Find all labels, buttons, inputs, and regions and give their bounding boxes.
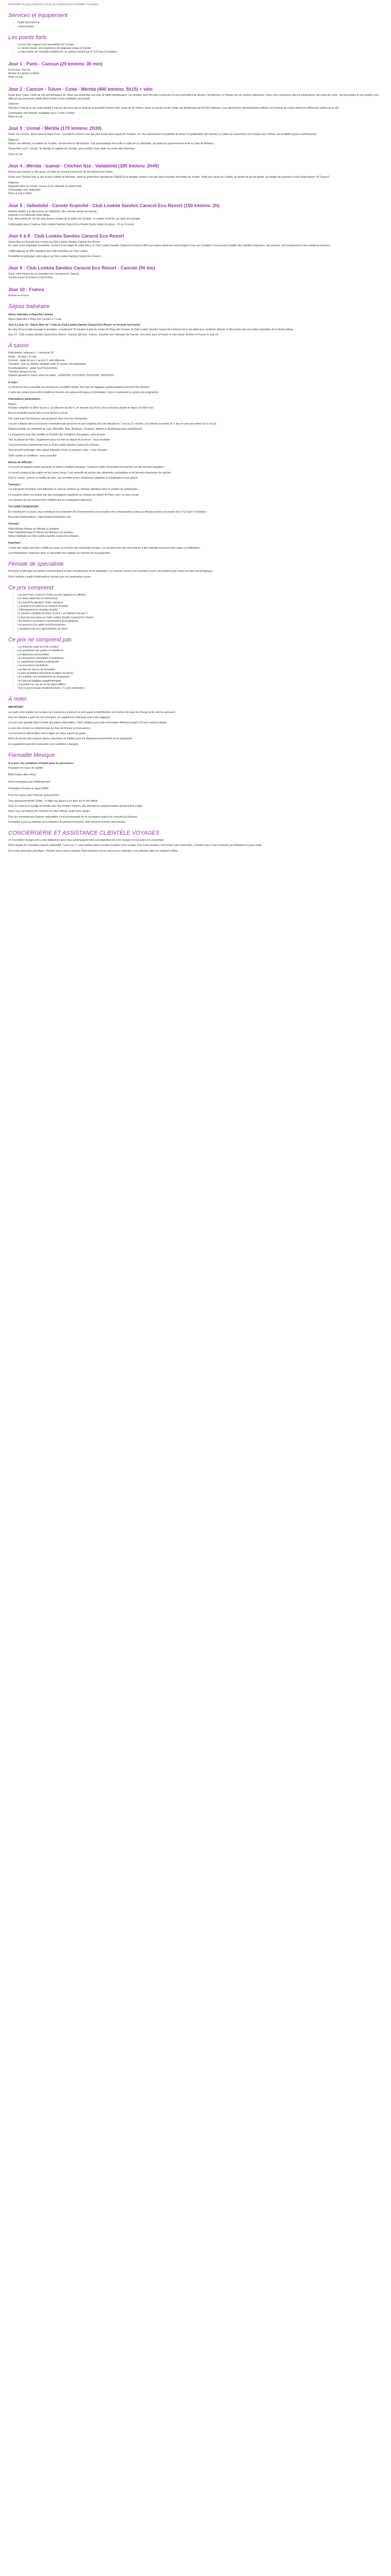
notes-title: À noter : bbox=[8, 381, 19, 384]
infos-text: Une carte pour les boissons sera proposée dans tous les restaurants. bbox=[8, 417, 88, 420]
transport-text: Le transport aérien est assuré par des compagnies régulières ou charters au départ de Paris, avec ou sans escale. bbox=[8, 493, 140, 497]
anote-text: Les tarifs sont calculés sur la base de 2 personnes minimum et sont sujets à modifications en fonction des taux de change et du coût du carburant. bbox=[8, 710, 176, 714]
day-text: Dîner et nuit. bbox=[8, 76, 23, 79]
conciergerie-text: Notre équipe de conseillers experts, disponible 7 jours sur 7, vous assiste avant, pendant et après votre voyage. Pour toute question concernant votre réservation, n'hésitez pas à nous contacter par téléphone ou par e-mail. bbox=[8, 844, 262, 848]
level-text: Le circuit comprend des trajets en bus assez longs. Il est conseillé de prévoir des vêtements confortables et de bonnes chaussures de marche. bbox=[8, 471, 172, 474]
day-title: Jour 5 : Valladolid - Cenote Xcanché - Club Lookéa Sandos Caracol Eco Resort (150 km/env. 2h) bbox=[8, 202, 220, 208]
list-item: • Les services d'un guide local francophone bbox=[18, 623, 383, 627]
highlights-title: Les points forts bbox=[8, 34, 47, 41]
list-item: • Les six sites majeurs incontournables de Yucatán bbox=[18, 43, 383, 47]
day-text: Vol retour pour la France et nuit à bord. bbox=[8, 276, 53, 280]
day-text: Direction Cobá pour une visite guidée à vélo du site ainsi que la visite de la pyramide Nohoch Mul, haute de 42 mètres. Dans cet ancien centre urbain qui abritait plus de 50 000 habitants, vous découvrirez d'innombrables édifices et le réseau de routes reliant les différentes parties de la cité. bbox=[8, 106, 339, 110]
day-text: Dîner et nuit. bbox=[8, 115, 23, 119]
savoir-item: Accompagnateur : guide local francophone bbox=[8, 366, 58, 370]
day-text: Séjour libre en formule tout compris au Club Lookéa Sandos Caracol Eco Resort. bbox=[8, 240, 101, 244]
conciergerie-title: CONCIERGERIE ET ASSISTANCE CLIENTÈLE VOYAGES bbox=[8, 830, 159, 837]
infos-text: Le programme peut être modifié en fonction des conditions climatiques, sans préavis. bbox=[8, 433, 106, 436]
extension-title: Séjour balnéaire bbox=[8, 303, 50, 310]
infos-text: Tarifs soumis à conditions : nous consulter. bbox=[8, 454, 58, 457]
day-text: Route pour Tulum, l'unité de site archéologique de Tulum qui surplombe une côte de sable paradisiaque. Les temples sont très bien conservés et vous permettent de déceler l'architecture et l'histoire de ces anciens bâtisseurs. Nous vous conduirons dans la mystérieuse cité maya de Cobá ; ses pyramides et ses sacbés vous offriront une immersion totale dans l'univers d'une civilisation ancestrale. bbox=[8, 93, 379, 100]
important-text: L'ordre des visites peut être modifié sur place en fonction des contraintes locales. Les horaires des vols sont donnés à titre indicatif et peuvent être sujets à modification. bbox=[8, 546, 201, 550]
list-item: • Carnet Expert bbox=[18, 25, 383, 29]
level-text: Ce circuit est adapté à toute personne en bonne condition physique. Certaines visites nécessitent de marcher sur des terrains irréguliers. bbox=[8, 466, 165, 469]
infos-subtitle: Repas : bbox=[8, 402, 18, 406]
infos-title: Informations particulières : bbox=[8, 398, 42, 401]
savoir-item: Participants : minimum 2 - maximum 30 bbox=[8, 351, 54, 355]
savoir-item: Transport : bus ou minibus climatisé selon le nombre de participants bbox=[8, 363, 86, 366]
infos-text: Pension complète du dîner du jour 1 au déjeuner du jour 5, en formule tout inclus (hors boissons) durant le séjour en hôtel-club. bbox=[8, 406, 154, 410]
day-text: Possibilité de prolonger votre séjour au Club Lookéa Sandos Caracol Eco Resort. bbox=[8, 255, 102, 258]
day-text: Continuation vers Mérida, installation pour 2 nuits à l'hôtel. bbox=[8, 111, 75, 115]
transport-text: Les horaires de vols peuvent être modifiés par les compagnies aériennes. bbox=[8, 499, 93, 502]
formalites-text: Formalités à jour au moment de la rédaction du présent document. Elles peuvent évoluer sans préavis. bbox=[8, 820, 126, 824]
tuicare-title: TUI CARE FOUNDATION : bbox=[8, 505, 40, 509]
day-title: Jour 10 : France bbox=[8, 286, 44, 292]
extension-text: Jour 6 à Jour 13 : Séjour libre de 7 nuits au Club Lookéa Sandos Caracol Eco Resort, en formule tout inclus. bbox=[8, 323, 141, 327]
page bbox=[0, 0, 391, 867]
concept-title: Concept : bbox=[8, 522, 21, 526]
tab-bar-text[interactable]: Description Ce que comprend / Ce qui ne comprend pas Formalités Consignée bbox=[8, 3, 99, 6]
savoir-item: Formule : repas du jour 1 au jour 9, petit-déjeuner bbox=[8, 359, 66, 363]
savoir-dates: Départs garantis le mardi, selon les dates : 12/09/2023, 01/11/2023, 07/02/2024, 28/03/2024. bbox=[8, 374, 115, 378]
day-text: Dîner et nuit à l'hôtel. bbox=[8, 192, 33, 196]
important-title: Important : bbox=[8, 541, 22, 545]
included-title: Ce prix comprend bbox=[8, 584, 53, 591]
formalites-text: Nous vous conseillons de consulter les sites officiels avant votre départ. bbox=[8, 810, 90, 814]
list-item: • Les taxes aériennes et redevances bbox=[18, 597, 383, 601]
list-item: • Guide francophone bbox=[18, 21, 383, 25]
excluded-list bbox=[8, 646, 383, 691]
list-item: • Les pourboires aux guides et chauffeurs bbox=[18, 649, 383, 653]
list-item: • Tout ce qui n'est pas mentionné dans « Ce prix comprend » bbox=[18, 687, 383, 690]
anote-text: Merci de prévoir des espèces (pesos mexicains ou dollars) pour les dépenses personnelles et les pourboires. bbox=[8, 737, 133, 741]
savoir-item: Transfert aéroport inclus bbox=[8, 370, 37, 374]
day-title: Jour 1 : Paris - Cancun (20 km/env. 30 min) bbox=[8, 61, 103, 66]
day-text: Au cœur d'une végétation luxuriante, au bord d'une plage de sable blanc, le Club Lookéa Sandos Caracol Eco Resort offre une nature préservée entre jungle et mer des Caraïbes. Vous pourrez profiter des activités proposées, des piscines, des restaurants et des nombreux services. bbox=[8, 244, 331, 248]
tuicare-text[interactable]: Pour plus d'informations : https://tuicarefoundation.com bbox=[8, 515, 71, 519]
formalites-item: Fiche touristique pour l'hébergement bbox=[8, 780, 51, 784]
list-item: • Le transport en autocar ou minibus climatisé bbox=[18, 605, 383, 608]
infos-text: Circuit proposé en partenariat avec le Club Lookéa Sandos Caracol Eco Resort. bbox=[8, 444, 100, 447]
list-item: • Les transferts aéroport / hôtel / aéroport bbox=[18, 601, 383, 605]
day-text: Déjeuner. bbox=[8, 181, 20, 184]
savoir-title: À savoir bbox=[8, 343, 29, 349]
day-text: Déjeuner. bbox=[8, 103, 20, 106]
infos-text: Les prix indiqués dans la brochure s'entendent par personne et sont valables pour des départs du 2 mai au 31 octobre. Les enfants de moins de 2 ans ne sont pas admis sur le circuit. bbox=[8, 422, 217, 426]
level-text: Pour le cenote : prévoir un maillot de bain, une serviette et des chaussures adaptées à la baignade en eau douce. bbox=[8, 476, 139, 480]
day-text: Matinée dédiée à la découverte de Valladolid, ville coloniale pleine de charme. bbox=[8, 210, 98, 213]
concept-text: Hôtel Valladolid Hotel El Meson del Marques ou similaire. bbox=[8, 531, 74, 534]
list-item: • La pension complète du dîner du jour 1 au déjeuner du jour 5 bbox=[18, 612, 383, 616]
day-title: Jour 2 : Cancún - Tulum - Cobá - Mérida (400 km/env. 5h15) + vélo bbox=[8, 86, 153, 92]
anote-text: Un supplément peut être demandé si les conditions changent. bbox=[8, 742, 79, 746]
extension-text: Jour 14 : Club Lookéa Sandos Caracol Eco Resort - Cancún (50 km) - France. Transfert vers l'aéroport de Cancún. Vol retour pour la France et nuit à bord. Arrivée en France le Jour 15. bbox=[8, 333, 219, 337]
day-title: Jour 9 : Club Lookéa Sandos Caracol Eco Resort - Cancún (50 km) bbox=[8, 265, 155, 271]
infos-text: Eau en bouteille fournie dans le bus durant le circuit. bbox=[8, 412, 69, 415]
day-title: Jour 6 à 8 : Club Lookéa Sandos Caracol Eco Resort bbox=[8, 233, 124, 239]
formalites-item: Formulaire d'entrée en ligne (FMM) bbox=[8, 787, 49, 791]
list-item: • L'assistance de nos représentants sur place bbox=[18, 628, 383, 631]
day-text: Baignade dans un cenote, source d'eau naturelle en pleine forêt. bbox=[8, 184, 83, 188]
day-title: Jour 3 : Uxmal - Mérida (170 km/env. 2h30) bbox=[8, 126, 102, 131]
list-item: • Les dépenses personnelles bbox=[18, 653, 383, 657]
concept-text: Hôtel Mérida Holiday Inn Mérida ou similaire. bbox=[8, 527, 60, 531]
savoir-item: Durée : 10 jours / 8 nuits bbox=[8, 355, 37, 359]
anote-text: Les prix sont garantis dans la limite des places disponibles. Tarifs valables pour toute réservation effectuée jusqu'à 30 jours avant le départ. bbox=[8, 721, 168, 725]
day-text: Route vers Chichén Itzá, le site le plus célèbre du Mexique, entré au patrimoine mondial de l'UNESCO et désigné comme l'une des sept nouvelles merveilles du monde. Visite des ruines du Castillo, du terrain de jeu de pelote, du temple des guerriers et de l'observatoire "El Caracol". bbox=[8, 176, 331, 179]
day-text: Continuation vers Valladolid. bbox=[8, 189, 41, 192]
day-text: Départ pour Izamal, la ville jaune, et visite du couvent franciscain de San Antonio de Padua. bbox=[8, 170, 113, 174]
formalites-item: Passeport en cours de validité bbox=[8, 767, 43, 770]
list-item: • Le transfert en cas de vol de retour différé bbox=[18, 683, 383, 687]
extension-text: Au cœur d'une jungle sauvage et protégée, à seulement 15 minutes à pied du centre de Playa del Carmen, le Club Lookéa Sandos Caracol Eco Resort est le lieu idéal pour combiner détente et découverte des merveilles naturelles de la Riviera Maya. bbox=[8, 328, 294, 331]
conciergerie-text: Un Conseiller Voyages est à votre disposition pour vous accompagner dans la préparation de votre voyage et vous aider à le concrétiser. bbox=[8, 839, 165, 842]
formalites-text: Pour tout séjour dans l'État de Quintana Roo : bbox=[8, 794, 61, 798]
list-item: • Les assurances annulation et assistance bbox=[18, 657, 383, 660]
day-text: Temps libre sur le "zócalo" de Mérida, la capitale du Yucatán, pour profiter d'une visite du centre-ville historique. bbox=[8, 147, 136, 151]
list-item: • La découverte de l'animalier traditionnel, un produit exclusif par le TUI Care Foundation bbox=[18, 50, 383, 54]
list-item: • Les frais de bagages supplémentaires bbox=[18, 680, 383, 683]
list-item: • Les visites et excursions mentionnées au programme bbox=[18, 620, 383, 623]
tuicare-text: En choisissant ce circuit, vous contribuez à la protection de l'environnement et au soutien des communautés locales au Mexique grâce aux projets de la TUI Care Foundation. bbox=[8, 510, 207, 514]
transport-text: Les transports terrestres sont effectués en autocar, minibus ou véhicule climatisé selon le nombre de participants. bbox=[8, 488, 138, 492]
highlights-list bbox=[8, 43, 383, 55]
formalites-intro: A ce jour, les conditions d'entrée pour les personnes : bbox=[8, 761, 75, 765]
periode-text: Découvrir le Mexique au meilleur moment grâce à notre connaissance de la destination. Les saisons sèches, de novembre à avril, sont idéales pour visiter les sites archéologiques. bbox=[8, 570, 214, 573]
list-item: • Les excursions facultatives bbox=[18, 664, 383, 668]
day-text: Continuation pour 3 nuits au Club Lookéa Sandos Caracol Eco Resort (durée totale du séjour : 10 ou 11 jours). bbox=[8, 223, 135, 226]
anote-text: Pour les départs à partir du 1er novembre, un supplément carburant pourra être appliqué. bbox=[8, 716, 111, 720]
day-text: Envol pour Cancun. bbox=[8, 68, 31, 72]
list-item: • Les frais de visa ou de formalités bbox=[18, 668, 383, 672]
transport-title: Transport : bbox=[8, 483, 22, 487]
day-text: Déjeuner. bbox=[8, 138, 20, 142]
day-text: Arrivée et transfert à l'hôtel. bbox=[8, 72, 40, 76]
formalites-title: Formalité Mexique bbox=[8, 752, 55, 758]
periode-text: Fiche réalisée à partir d'informations fournies par nos partenaires locaux. bbox=[8, 575, 92, 579]
day-title: Jour 4 : Mérida - Izamal - Chichén Itzá - Valladolid (185 km/env. 2h45) bbox=[8, 163, 159, 168]
services-title: Services et équipement bbox=[8, 12, 68, 19]
infos-text: Tarif au départ de Paris. Supplément pour les vols au départ de province : nous consulter. bbox=[8, 438, 111, 442]
infos-text: Départ possible sur demande de Lyon, Marseille, Nice, Bordeaux, Toulouse, Nantes et Strasbourg (avec supplément). bbox=[8, 428, 143, 431]
list-item: • Les boissons (sauf au Club Lookéa) bbox=[18, 646, 383, 649]
day-text: Retour vers Mérida, la capitale du Yucatán, surnommée la cité blanche. Tour panoramique de la ville et visite de la cathédrale, du palais du gouvernement et de la Casa de Montejo. bbox=[8, 142, 214, 146]
services-list bbox=[8, 21, 383, 29]
day-text: Puis, découverte de l'un des plus beaux cenotes de la région de Yucatán : le cenote Xcanché, au cœur de la jungle. bbox=[8, 217, 141, 221]
anote-text: Les excursions optionnelles sont à régler sur place auprès du guide. bbox=[8, 732, 86, 735]
list-item: • La taxe touristique mexicaine (à régler sur place) bbox=[18, 672, 383, 675]
anote-title: À noter bbox=[8, 696, 27, 703]
formalites-text: Dans le cadre d'un voyage en famille avec des enfants mineurs, des documents supplémentaires peuvent être exigés. bbox=[8, 804, 143, 808]
day-text: Selon votre horaire de vol, transfert vers l'aéroport de Cancún. bbox=[8, 273, 79, 276]
formalites-text: Pour les ressortissants d'autres nationalités, il est recommandé de se renseigner auprès du consulat du Mexique. bbox=[8, 815, 138, 819]
formalites-text: Taxe gouvernementale Visitax : à régler sur place ou en ligne sur le site officiel. bbox=[8, 799, 99, 803]
level-title: Niveau de difficulté : bbox=[8, 461, 34, 464]
list-item: • Les vols Paris / Cancún / Paris sur vols réguliers ou affrétés bbox=[18, 594, 383, 597]
list-item: • Les activités non mentionnées au programme bbox=[18, 675, 383, 679]
extension-subtitle: Séjour balnéaire à Playa Del Carmen bbox=[8, 313, 53, 316]
included-list bbox=[8, 594, 383, 631]
list-item: • L'hébergement en chambre double bbox=[18, 608, 383, 612]
extension-text: Séjour balnéaire à Playa Del Carmen à 7 nuits bbox=[8, 318, 61, 321]
list-item: • La formule tout inclus au Club Lookéa Sandos Caracol Eco Resort bbox=[18, 616, 383, 620]
day-text: Route vers Uxmal, située dans la région Puuc, considérée comme l'une des plus beaux sites mayas du Yucatán. Ici, vous découvrirez la pyramide du Devin, le quadrilatère des Nonnes, le palais du Gouverneur et la maison des Tortues, de véritables joyaux architecturaux. bbox=[8, 133, 318, 137]
anote-text: Le prix des circuits ne comprend pas les frais de dossier et d'assurance. bbox=[8, 726, 91, 730]
list-item: • Le cenote Xcaret, une expérience de baignade unique et insolite bbox=[18, 47, 383, 50]
day-text: Arrivée en France. bbox=[8, 294, 30, 297]
periode-title: Période de spécialiste bbox=[8, 561, 64, 568]
day-text: Dîner et nuit. bbox=[8, 152, 23, 156]
day-text: Déjeuner à la Hacienda Selva Maya. bbox=[8, 214, 51, 217]
excluded-title: Ce prix ne comprend pas bbox=[8, 636, 72, 643]
list-item: • Le supplément chambre individuelle bbox=[18, 660, 383, 664]
concept-text: Séjour balnéaire au Club Lookéa Sandos Caracol Eco Resort. bbox=[8, 535, 79, 538]
anote-subtitle: IMPORTANT bbox=[8, 706, 24, 709]
day-text: L'hôtel dispose de 955 chambres dont 348 chambres au Club Lookéa. bbox=[8, 249, 89, 253]
notes-text: Le circuit est non accessible aux personnes à mobilité réduite. Des frais de bagages supplémentaires pourront être facturés. bbox=[8, 385, 150, 389]
formalites-item: Billet d'avion aller-retour bbox=[8, 773, 36, 777]
conciergerie-text: Pour toute demande spécifique, n'hésitez pas à nous contacter. Nous mettrons tout en œuvre pour répondre à vos attentes dans les meilleurs délais. bbox=[8, 849, 178, 853]
infos-text: Vous pourrez prolonger votre séjour balnéaire d'une ou plusieurs nuits : nous consulter. bbox=[8, 449, 108, 452]
important-text: Les informations contenues dans ce descriptif sont valables au moment de sa publication. bbox=[8, 552, 111, 555]
notes-text: L'ordre des visites pourra être modifié en fonction des aléas techniques et climatiques, tout en respectant le contenu du programme. bbox=[8, 391, 159, 395]
